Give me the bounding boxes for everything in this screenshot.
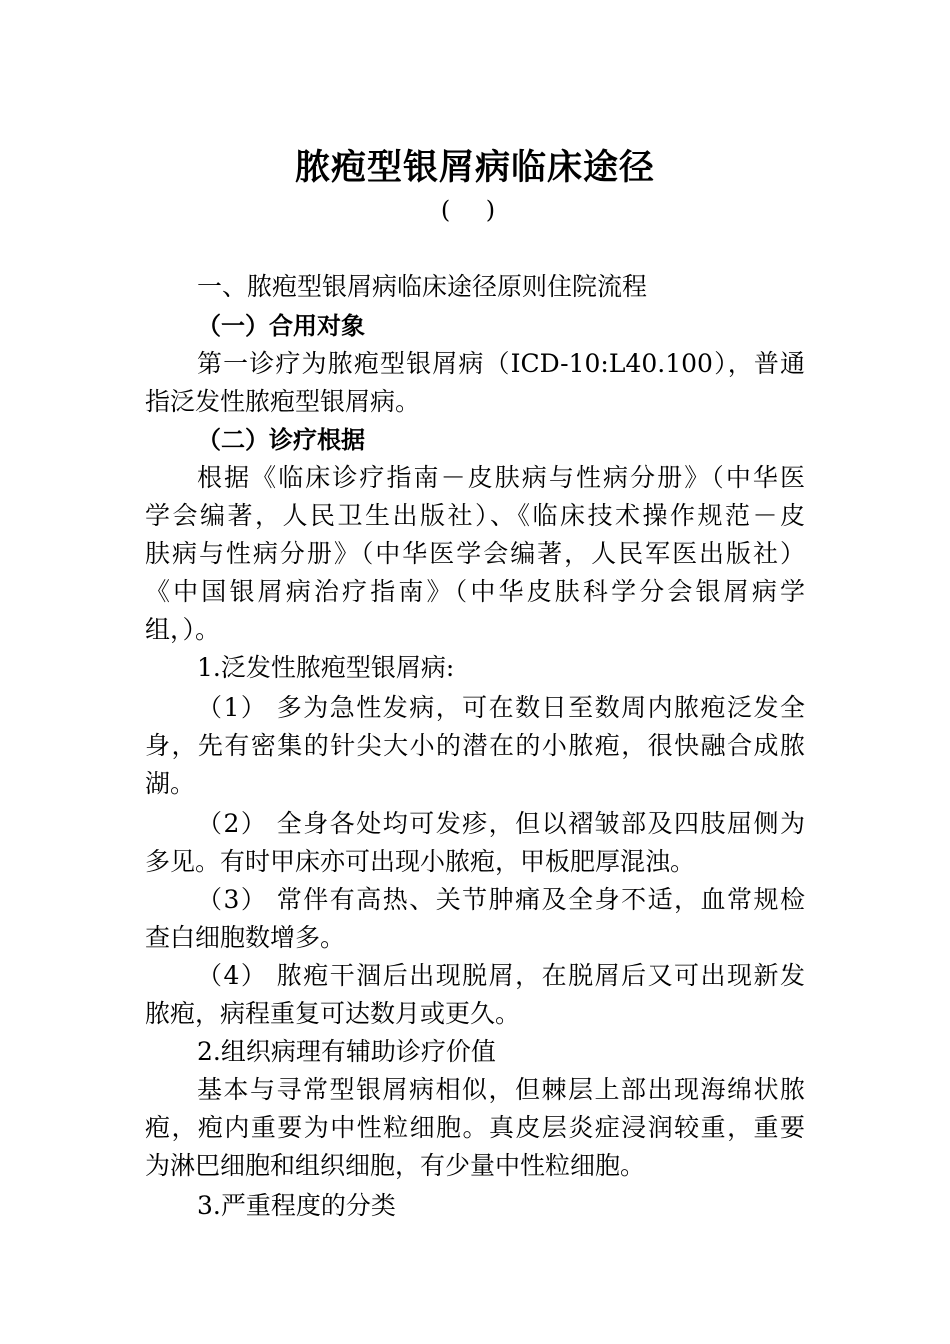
list-item-line: 脓疱，病程重复可达数月或更久。 (145, 999, 521, 1028)
list-item-line: 多见。有时甲床亦可出现小脓疱，甲板肥厚混浊。 (145, 847, 696, 876)
list-item-line: 湖。 (145, 769, 196, 798)
paragraph-line: 学会编著，人民卫生出版社）、《临床技术操作规范－皮 (145, 501, 805, 530)
paragraph-line: 基本与寻常型银屑病相似，但棘层上部出现海绵状脓 (197, 1075, 805, 1104)
list-item-line: （2） 全身各处均可发疹，但以褶皱部及四肢屈侧为 (197, 809, 805, 838)
paragraph-line: 根据《临床诊疗指南－皮肤病与性病分册》（中华医 (197, 463, 805, 492)
item-heading: 1.泛发性脓疱型银屑病: (197, 653, 455, 682)
paragraph-line: 第一诊疗为脓疱型银屑病（ICD-10:L40.100），普通 (197, 349, 805, 378)
list-item-line: （4） 脓疱干涸后出现脱屑，在脱屑后又可出现新发 (197, 961, 805, 990)
paragraph-line: 为淋巴细胞和组织细胞，有少量中性粒细胞。 (145, 1151, 646, 1180)
section-heading: 一、脓疱型银屑病临床途径原则住院流程 (197, 272, 648, 301)
paragraph-line: 组，）。 (145, 615, 221, 644)
paragraph-line: 疱，疱内重要为中性粒细胞。真皮层炎症浸润较重，重要 (145, 1113, 805, 1142)
paragraph-line: 肤病与性病分册》（中华医学会编著，人民军医出版社） (145, 539, 805, 568)
paragraph-line: 《中国银屑病治疗指南》（中华皮肤科学分会银屑病学 (145, 577, 805, 606)
item-heading: 3.严重程度的分类 (197, 1191, 396, 1220)
list-item-line: 身，先有密集的针尖大小的潜在的小脓疱，很快融合成脓 (145, 731, 805, 760)
paragraph-line: 指泛发性脓疱型银屑病。 (145, 387, 421, 416)
subsection-heading: （一）合用对象 (197, 312, 365, 340)
list-item-line: （1） 多为急性发病，可在数日至数周内脓疱泛发全 (197, 693, 805, 722)
document-subtitle: ( ) (440, 196, 510, 224)
list-item-line: （3） 常伴有高热、关节肿痛及全身不适，血常规检 (197, 885, 805, 914)
document-title: 脓疱型银屑病临床途径 (294, 148, 655, 188)
item-heading: 2.组织病理有辅助诊疗价值 (197, 1037, 496, 1066)
list-item-line: 查白细胞数增多。 (145, 923, 346, 952)
subsection-heading: （二）诊疗根据 (197, 426, 365, 454)
